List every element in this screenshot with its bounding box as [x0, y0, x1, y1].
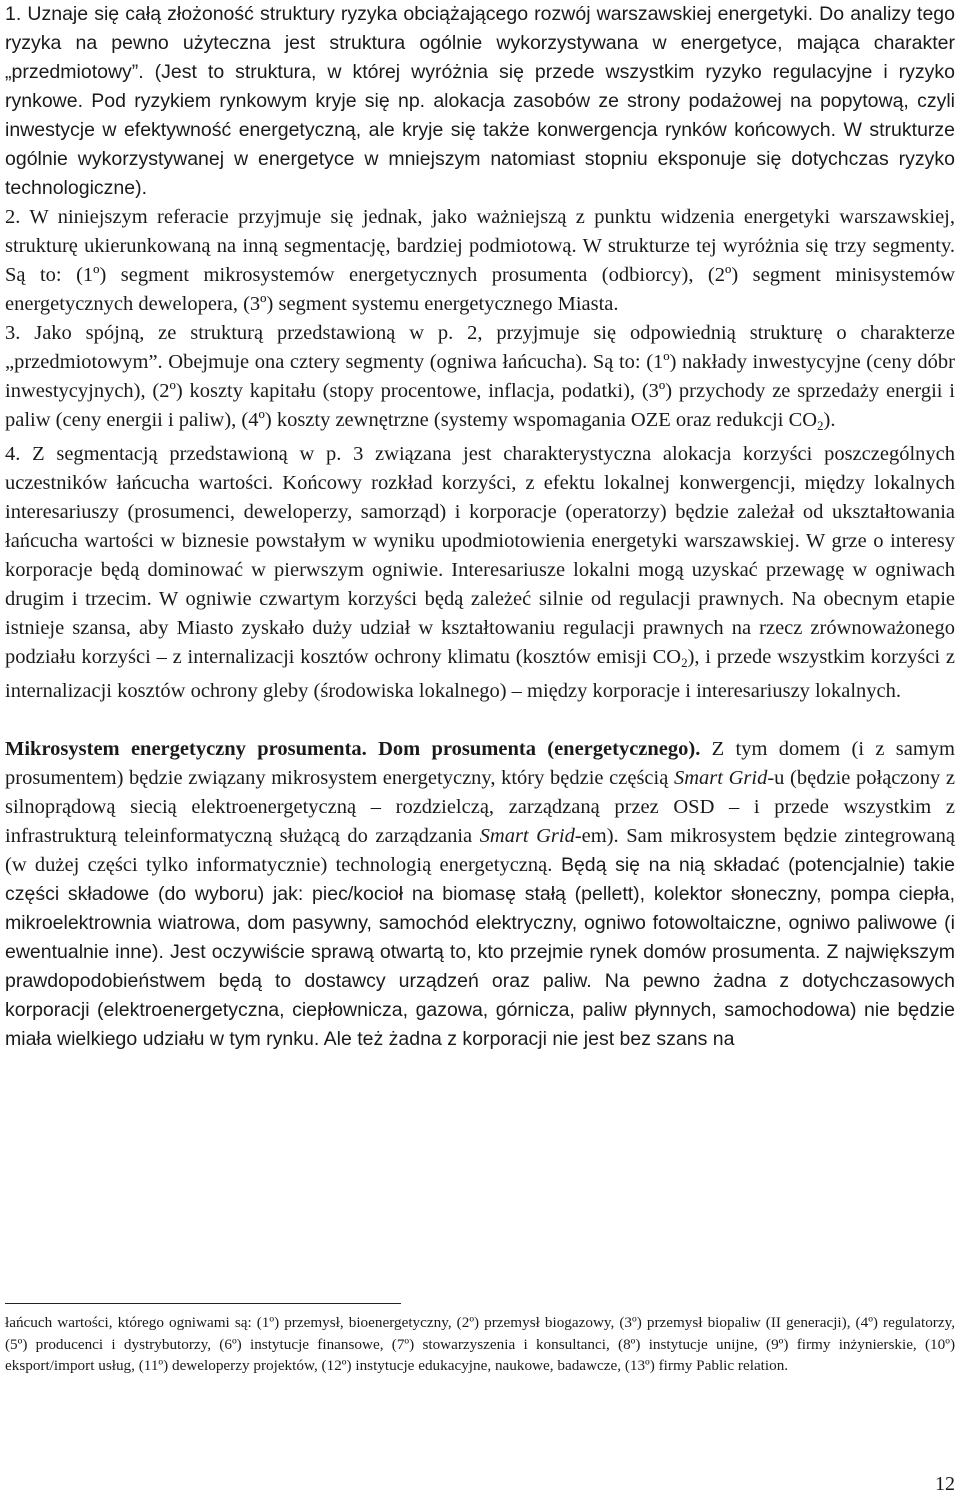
page-number: 12: [935, 1473, 955, 1495]
document-page: [5, 0, 955, 1054]
paragraph-4-text: 4. Z segmentacją przedstawioną w p. 3 związana jest charakterystyczna alokacja korzyści poszczególnych uczestników łańcucha wartości. Końcowy rozkład korzyści, z efektu lokalnej konwergencji, między lokalnych interesariuszy (prosumenci, deweloperzy, samorząd) i korporacje (operatorzy) będzie zależał od ukształtowania łańcucha wartości w biznesie powstałym w wyniku upodmiotowienia energetyki warszawskiej. W grze o interesy korporacje będą dominować w pierwszym ogniwie. Interesariusze lokalni mogą uzyskać przewagę w ogniwach drugim i trzecim. W ogniwie czwartym korzyści będą zależeć silnie od regulacji prawnych. Na obecnym etapie istnieje szansa, aby Miasto zyskało duży udział w kształtowaniu regulacji prawnych na rzecz zrównoważonego podziału korzyści – z internalizacji kosztów ochrony klimatu (kosztów emisji CO: [5, 443, 955, 668]
paragraph-3: [5, 319, 955, 440]
paragraph-4: [5, 440, 955, 706]
co2-subscript: 2: [817, 418, 824, 433]
microsystem-text-4: Będą się na nią składać (potencjalnie) takie części składowe (do wyboru) jak: piec/kocioł na biomasę stałą (pellett), kolektor słoneczny, pompa ciepła, mikroelektrownia wiatrowa, dom pasywny, samochód elektryczny, ogniwo fotowoltaiczne, ogniwo paliwowe (i ewentualnie inne). Jest oczywiście sprawą otwartą to, kto przejmie rynek domów prosumenta. Z największym prawdopodobieństwem będą to dostawcy urządzeń oraz paliw. Na pewno żadna z dotychczasowych korporacji (elektroenergetyczna, ciepłownicza, gazowa, górnicza, paliw płynnych, samochodowa) nie będzie miała wielkiego udziału w tym rynku. Ale też żadna z korporacji nie jest bez szans na: [5, 854, 955, 1050]
smart-grid-term: Smart Grid: [673, 767, 768, 789]
paragraph-3-end: ).: [823, 409, 836, 431]
paragraph-3-text: 3. Jako spójną, ze strukturą przedstawioną w p. 2, przyjmuje się odpowiednią strukturę o charakterze „przedmiotowym”. Obejmuje ona cztery segmenty (ogniwa łańcucha). Są to: (1º) nakłady inwestycyjne (ceny dóbr inwestycyjnych), (2º) koszty kapitału (stopy procentowe, inflacja, podatki), (3º) przychody ze sprzedaży energii i paliw (ceny energii i paliw), (4º) koszty zewnętrzne (systemy wspomagania OZE oraz redukcji CO: [5, 322, 955, 431]
paragraph-2: 2. W niniejszym referacie przyjmuje się jednak, jako ważniejszą z punktu widzenia energetyki warszawskiej, strukturę ukierunkowaną na inną segmentację, bardziej podmiotową. W strukturze tej wyróżnia się trzy segmenty. Są to: (1º) segment mikrosystemów energetycznych prosumenta (odbiorcy), (2º) segment minisystemów energetycznych dewelopera, (3º) segment systemu energetycznego Miasta.: [5, 206, 955, 315]
co2-subscript: 2: [681, 655, 688, 670]
microsystem-text-3: -em). Sam mikrosystem będzie zintegrowaną (w dużej części tylko informatycznie) technologią energetyczną.: [5, 825, 955, 876]
microsystem-text-2: -u (będzie połączony z silnoprądową siecią elektroenergetyczną – rozdzielczą, zarządzaną przez OSD – i przede wszystkim z infrastrukturą teleinformatyczną służącą do zarządzania: [5, 767, 955, 847]
microsystem-paragraph: [5, 735, 955, 1054]
smart-grid-term: Smart Grid: [479, 825, 575, 847]
section-heading: Mikrosystem energetyczny prosumenta. Dom prosumenta (energetycznego).: [5, 738, 701, 760]
footnote: łańcuch wartości, którego ogniwami są: (1º) przemysł, bioenergetyczny, (2º) przemysł biogazowy, (3º) przemysł biopaliw (II generacji), (4º) regulatorzy, (5º) producenci i dystrybutorzy, (6º) instytucje finansowe, (7º) stowarzyszenia i konsultanci, (8º) instytucje unijne, (9º) firmy inżynierskie, (10º) eksport/import usług, (11º) deweloperzy projektów, (12º) instytucje edukacyjne, naukowe, badawcze, (13º) firmy Pablic relation.: [5, 1314, 955, 1374]
microsystem-text-1: Z tym domem (i z samym prosumentem) będzie związany mikrosystem energetyczny, który będzie częścią: [5, 738, 955, 789]
paragraph-1: 1. Uznaje się całą złożoność struktury ryzyka obciążającego rozwój warszawskiej energetyki. Do analizy tego ryzyka na pewno użyteczna jest struktura ogólnie wykorzystywana w energetyce, mająca charakter „przedmiotowy”. (Jest to struktura, w której wyróżnia się przede wszystkim ryzyko regulacyjne i ryzyko rynkowe. Pod ryzykiem rynkowym kryje się np. alokacja zasobów ze strony podażowej na popytową, czyli inwestycje w efektywność energetyczną, ale kryje się także konwergencja rynków końcowych. W strukturze ogólnie wykorzystywanej w energetyce w mniejszym natomiast stopniu eksponuje się dotychczas ryzyko technologiczne).: [5, 3, 955, 199]
paragraph-4-end: ), i przede wszystkim korzyści z internalizacji kosztów ochrony gleby (środowiska lokalnego) – między korporacje i interesariuszy lokalnych.: [5, 646, 955, 702]
footnote-separator: [5, 1303, 401, 1304]
